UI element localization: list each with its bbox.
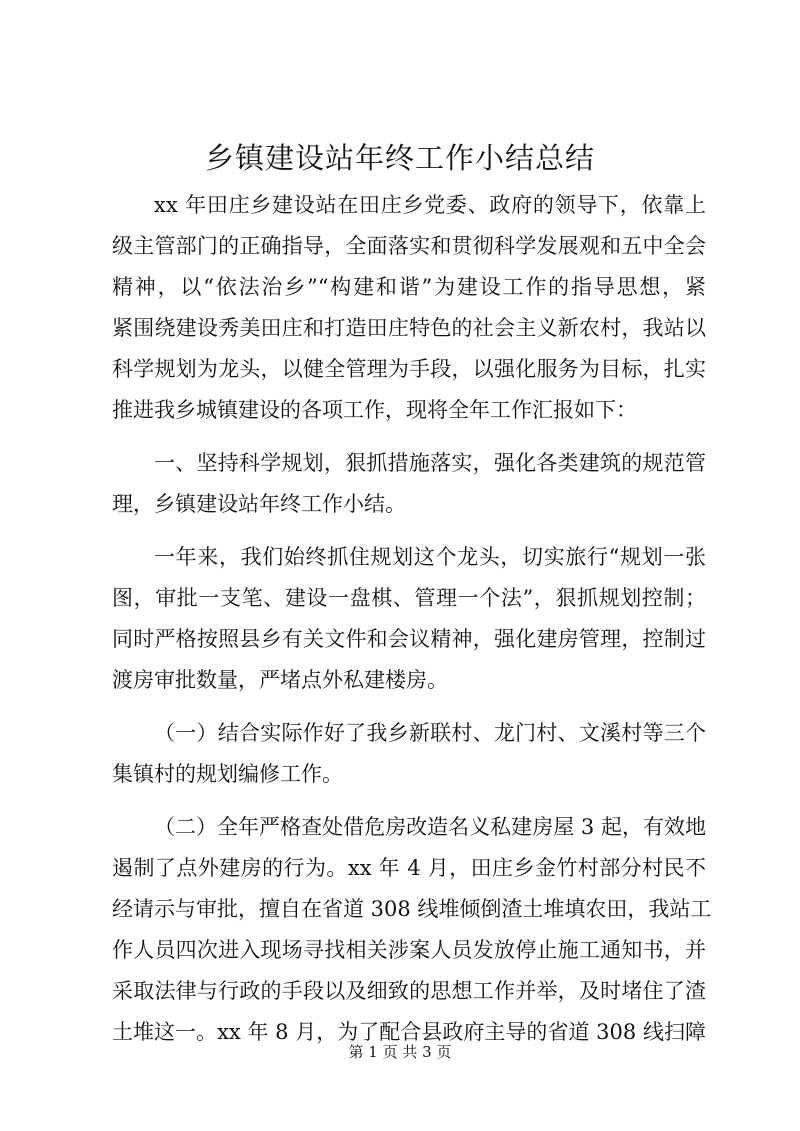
text-line: 精神，以“依法治乡”“构建和谐”为建设工作的指导思想，紧: [112, 275, 706, 299]
text-line: 遏制了点外建房的行为。xx 年 4 月，田庄乡金竹村部分村民不: [112, 856, 706, 880]
text-line: （一）结合实际作好了我乡新联村、龙门村、文溪村等三个: [154, 721, 706, 745]
paragraph-section-1: [112, 443, 706, 525]
paragraph-intro: [112, 185, 706, 431]
text-line: 采取法律与行政的手段以及细致的思想工作并举，及时堵住了渣: [112, 979, 706, 1003]
text-line: 作人员四次进入现场寻找相关涉案人员发放停止施工通知书，并: [112, 938, 706, 962]
paragraph-item-1: [112, 713, 706, 795]
text-line: 渡房审批数量，严堵点外私建楼房。: [112, 668, 448, 692]
text-line: 一、坚持科学规划，狠抓措施落实，强化各类建筑的规范管: [154, 451, 706, 475]
text-line: 理，乡镇建设站年终工作小结。: [112, 492, 406, 516]
paragraph-item-2: [112, 807, 712, 1053]
document-body: [112, 185, 712, 1065]
text-line: 一年来，我们始终抓住规划这个龙头，切实旅行“规划一张: [154, 545, 706, 569]
text-line: （二）全年严格查处借危房改造名义私建房屋 3 起，有效地: [154, 815, 706, 839]
page-number: 第 1 页 共 3 页: [348, 1043, 452, 1061]
text-line: 集镇村的规划编修工作。: [112, 762, 343, 786]
text-line: 级主管部门的正确指导，全面落实和贯彻科学发展观和五中全会: [112, 234, 706, 258]
text-line: 经请示与审批，擅自在省道 308 线堆倾倒渣土堆填农田，我站工: [112, 897, 712, 921]
text-line: xx 年田庄乡建设站在田庄乡党委、政府的领导下，依靠上: [154, 193, 706, 217]
text-line: 紧围绕建设秀美田庄和打造田庄特色的社会主义新农村，我站以: [112, 316, 706, 340]
text-line: 科学规划为龙头，以健全管理为手段，以强化服务为目标，扎实: [112, 357, 706, 381]
document-title: 乡镇建设站年终工作小结总结: [204, 141, 595, 175]
text-line: 土堆这一。xx 年 8 月，为了配合县政府主导的省道 308 线扫障: [112, 1020, 706, 1044]
text-line: 图，审批一支笔、建设一盘棋、管理一个法”，狠抓规划控制；: [112, 586, 706, 610]
text-line: 同时严格按照县乡有关文件和会议精神，强化建房管理，控制过: [112, 627, 706, 651]
text-line: 推进我乡城镇建设的各项工作，现将全年工作汇报如下：: [112, 398, 637, 422]
paragraph-planning: [112, 537, 706, 701]
